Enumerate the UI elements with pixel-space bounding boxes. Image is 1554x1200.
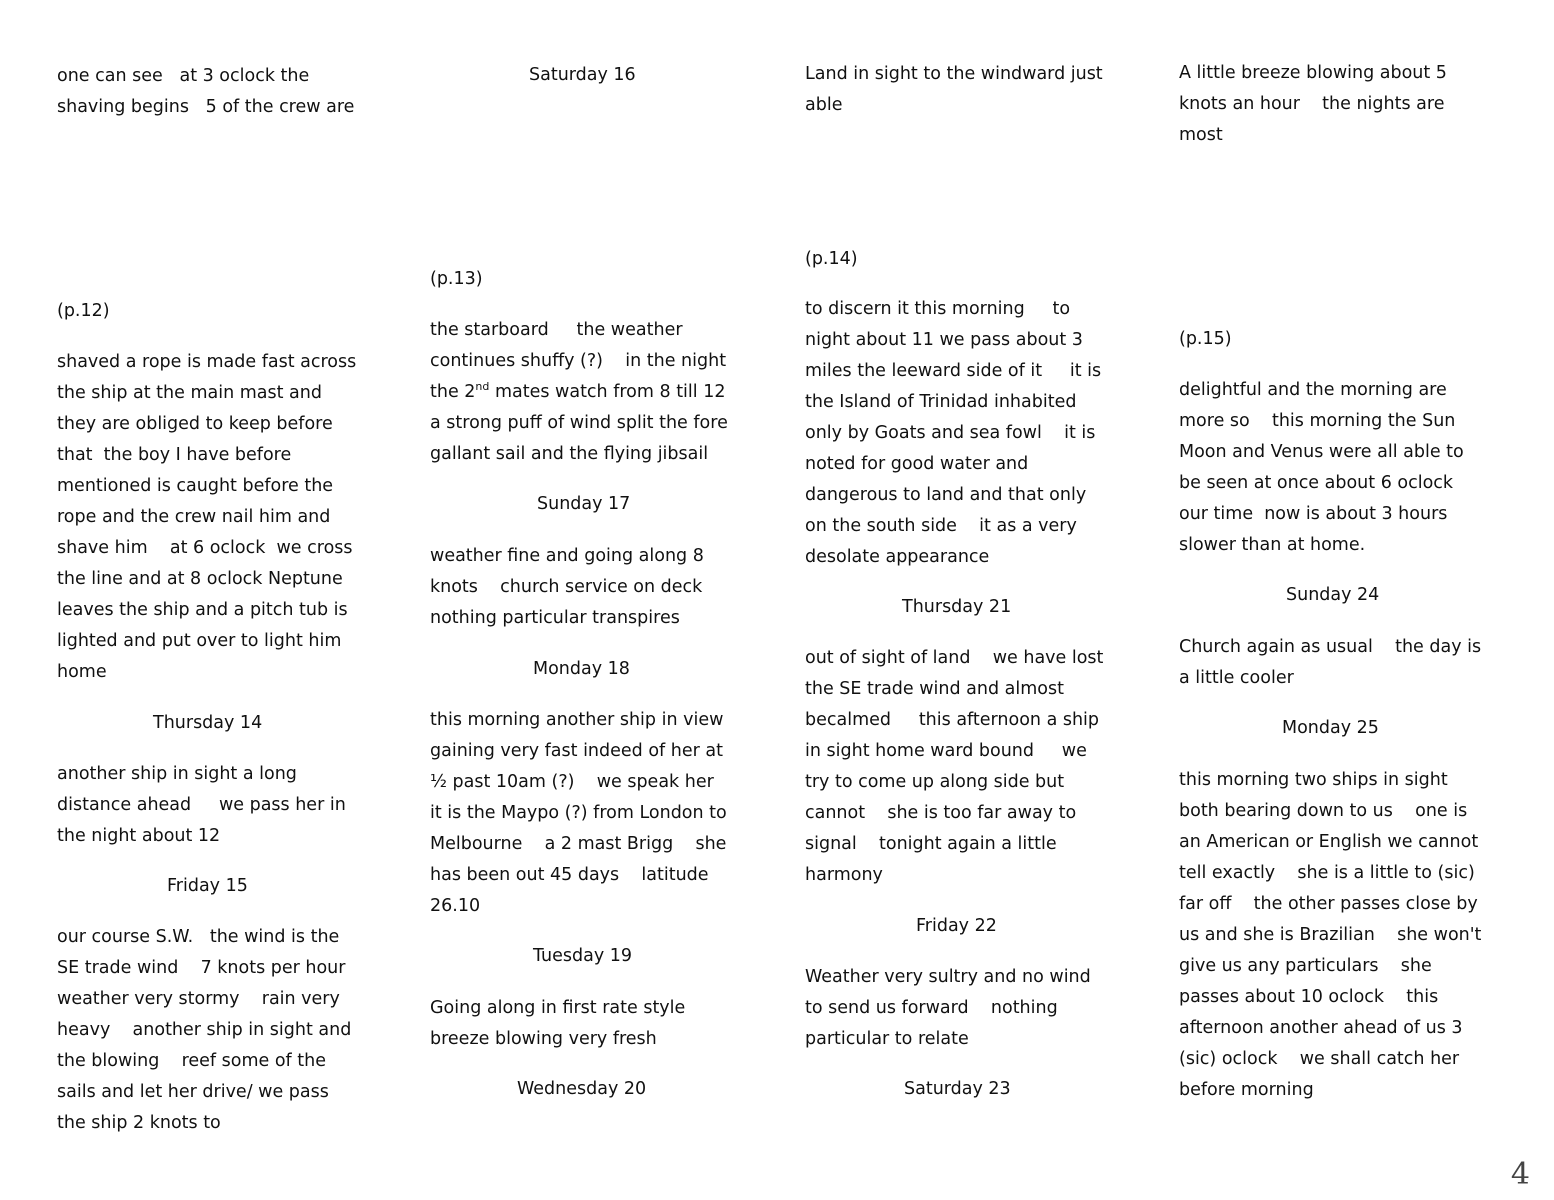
intro-line: able	[805, 95, 843, 115]
date-heading: Saturday 23	[904, 1079, 1011, 1099]
text-line: far off the other passes close by	[1179, 894, 1478, 914]
page-reference: (p.14)	[805, 249, 858, 269]
text-line: the ship 2 knots to	[57, 1113, 221, 1133]
column-1	[57, 0, 387, 1200]
text-line: this morning two ships in sight	[1179, 770, 1448, 790]
text-line: Church again as usual the day is	[1179, 637, 1482, 657]
text-line: the ship at the main mast and	[57, 383, 322, 403]
text-line: the Island of Trinidad inhabited	[805, 392, 1077, 412]
column-4	[1179, 0, 1509, 1200]
text-line: another ship in sight a long	[57, 764, 297, 784]
text-line: particular to relate	[805, 1029, 969, 1049]
date-heading: Friday 22	[916, 916, 997, 936]
text-line: out of sight of land we have lost	[805, 648, 1104, 668]
date-heading: Friday 15	[167, 876, 248, 896]
text-line: sails and let her drive/ we pass	[57, 1082, 329, 1102]
intro-line: A little breeze blowing about 5	[1179, 63, 1447, 83]
text-line: to discern it this morning to	[805, 299, 1071, 319]
text-line: signal tonight again a little	[805, 834, 1057, 854]
page-reference: (p.13)	[430, 269, 483, 289]
date-heading: Monday 18	[533, 659, 630, 679]
text-line: nothing particular transpires	[430, 608, 680, 628]
date-heading: Sunday 24	[1286, 585, 1380, 605]
text-line: breeze blowing very fresh	[430, 1029, 657, 1049]
intro-line: shaving begins 5 of the crew are	[57, 97, 355, 117]
text-line: afternoon another ahead of us 3	[1179, 1018, 1463, 1038]
intro-line: Land in sight to the windward just	[805, 64, 1103, 84]
page-reference: (p.15)	[1179, 329, 1232, 349]
text-line: the 2nd mates watch from 8 till 12	[430, 380, 726, 402]
text-line: Moon and Venus were all able to	[1179, 442, 1464, 462]
text-line: gallant sail and the flying jibsail	[430, 444, 709, 464]
text-line: it is the Maypo (?) from London to	[430, 803, 727, 823]
text-line: leaves the ship and a pitch tub is	[57, 600, 348, 620]
column-2	[430, 0, 760, 1200]
text-line: an American or English we cannot	[1179, 832, 1479, 852]
text-line: give us any particulars she	[1179, 956, 1432, 976]
text-line: harmony	[805, 865, 883, 885]
text-line: cannot she is too far away to	[805, 803, 1077, 823]
text-line: passes about 10 oclock this	[1179, 987, 1439, 1007]
text-line: (sic) oclock we shall catch her	[1179, 1049, 1460, 1069]
text-line: noted for good water and	[805, 454, 1029, 474]
text-line: has been out 45 days latitude	[430, 865, 709, 885]
page-reference: (p.12)	[57, 301, 110, 321]
date-heading: Thursday 14	[153, 713, 263, 733]
text-line: a little cooler	[1179, 668, 1294, 688]
text-line: our course S.W. the wind is the	[57, 927, 340, 947]
text-line: be seen at once about 6 oclock	[1179, 473, 1454, 493]
text-line: home	[57, 662, 107, 682]
text-line: before morning	[1179, 1080, 1314, 1100]
text-line: night about 11 we pass about 3	[805, 330, 1083, 350]
date-heading: Tuesday 19	[533, 946, 633, 966]
text-line: SE trade wind 7 knots per hour	[57, 958, 346, 978]
text-line: delightful and the morning are	[1179, 380, 1447, 400]
text-line: the line and at 8 oclock Neptune	[57, 569, 343, 589]
text-line: Weather very sultry and no wind	[805, 967, 1091, 987]
text-line: gaining very fast indeed of her at	[430, 741, 723, 761]
date-heading: Wednesday 20	[517, 1079, 647, 1099]
text-line: ½ past 10am (?) we speak her	[430, 772, 714, 792]
text-line: miles the leeward side of it it is	[805, 361, 1102, 381]
text-line: more so this morning the Sun	[1179, 411, 1456, 431]
text-line: try to come up along side but	[805, 772, 1065, 792]
column-3	[805, 0, 1135, 1200]
text-line: dangerous to land and that only	[805, 485, 1087, 505]
text-line: only by Goats and sea fowl it is	[805, 423, 1096, 443]
text-line: they are obliged to keep before	[57, 414, 333, 434]
date-heading: Saturday 16	[529, 65, 636, 85]
date-heading: Thursday 21	[902, 597, 1012, 617]
text-line: the starboard the weather	[430, 320, 683, 340]
date-heading: Sunday 17	[537, 494, 631, 514]
page-number: 4	[1510, 1157, 1530, 1192]
date-heading: Monday 25	[1282, 718, 1379, 738]
text-line: continues shuffy (?) in the night	[430, 351, 727, 371]
text-line: to send us forward nothing	[805, 998, 1058, 1018]
text-line: on the south side it as a very	[805, 516, 1077, 536]
intro-line: most	[1179, 125, 1223, 145]
text-line: becalmed this afternoon a ship	[805, 710, 1100, 730]
text-line: the SE trade wind and almost	[805, 679, 1064, 699]
text-line: this morning another ship in view	[430, 710, 724, 730]
text-line: shaved a rope is made fast across	[57, 352, 357, 372]
text-line: mentioned is caught before the	[57, 476, 334, 496]
intro-line: one can see at 3 oclock the	[57, 66, 310, 86]
text-line: shave him at 6 oclock we cross	[57, 538, 353, 558]
text-line: Going along in first rate style	[430, 998, 686, 1018]
text-line: a strong puff of wind split the fore	[430, 413, 728, 433]
text-line: distance ahead we pass her in	[57, 795, 346, 815]
text-line: rope and the crew nail him and	[57, 507, 331, 527]
text-line: 26.10	[430, 896, 481, 916]
text-line: Melbourne a 2 mast Brigg she	[430, 834, 727, 854]
text-line: both bearing down to us one is	[1179, 801, 1468, 821]
text-line: the night about 12	[57, 826, 221, 846]
text-line: us and she is Brazilian she won't	[1179, 925, 1482, 945]
text-line: our time now is about 3 hours	[1179, 504, 1448, 524]
text-line: desolate appearance	[805, 547, 990, 567]
text-line: heavy another ship in sight and	[57, 1020, 352, 1040]
text-line: slower than at home.	[1179, 535, 1366, 555]
text-line: weather very stormy rain very	[57, 989, 340, 1009]
text-line: that the boy I have before	[57, 445, 292, 465]
text-line: tell exactly she is a little to (sic)	[1179, 863, 1475, 883]
text-line: in sight home ward bound we	[805, 741, 1087, 761]
text-line: lighted and put over to light him	[57, 631, 342, 651]
text-line: weather fine and going along 8	[430, 546, 704, 566]
text-line: knots church service on deck	[430, 577, 703, 597]
text-line: the blowing reef some of the	[57, 1051, 327, 1071]
intro-line: knots an hour the nights are	[1179, 94, 1445, 114]
